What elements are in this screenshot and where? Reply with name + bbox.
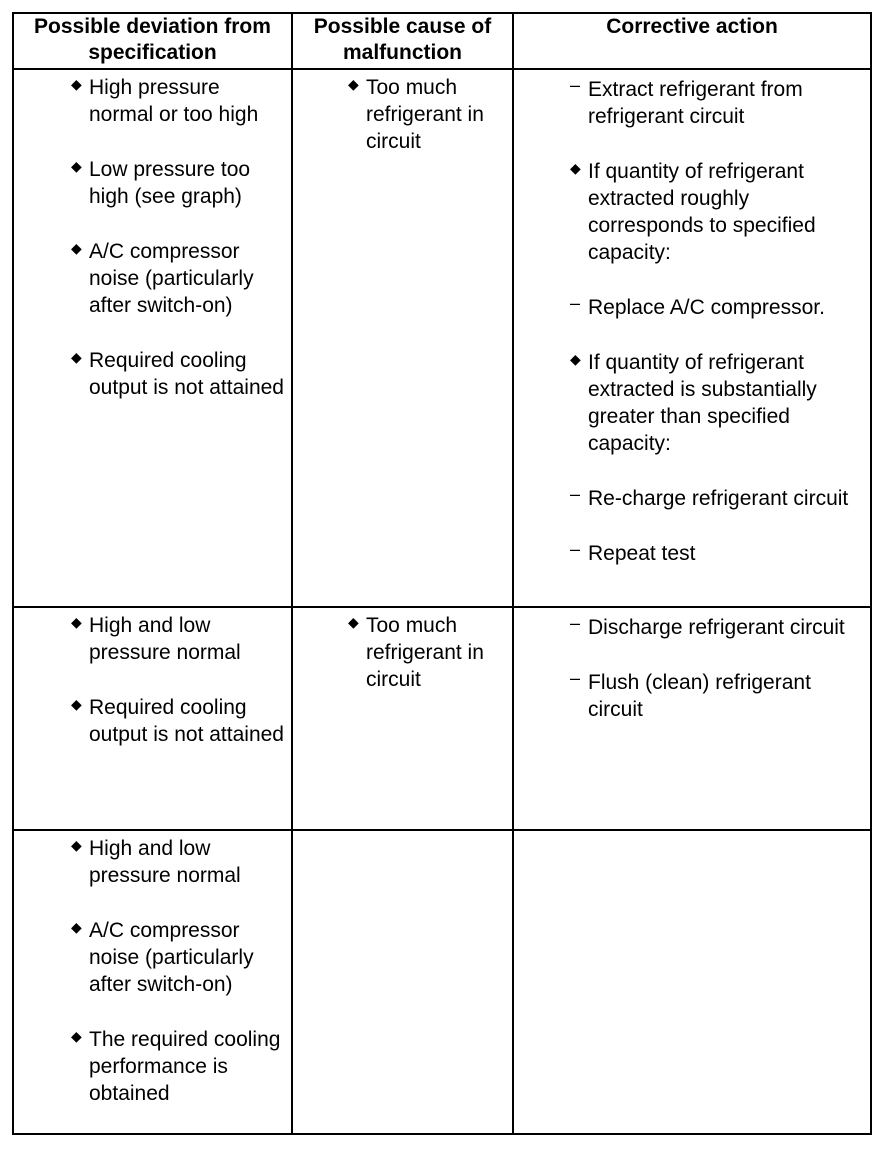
item-text: A/C compressor noise (particularly after switch-on) [89,919,254,996]
dash-marker-icon: – [570,75,581,95]
item-list [14,608,291,748]
diamond-bullet-icon: ◆ [71,158,82,174]
header-deviation: Possible deviation from specification [13,13,292,69]
diamond-bullet-icon: ◆ [71,76,82,92]
action-item [570,349,866,457]
table-body [13,69,871,1134]
item-text: Extract refrigerant from refrigerant circuit [588,78,803,128]
item-text: Required cooling output is not attained [89,349,284,399]
diamond-bullet-icon: ◆ [348,76,359,92]
diamond-bullet-icon: ◆ [71,614,82,630]
item-list [293,608,512,693]
action-item [570,613,866,641]
diamond-bullet-icon: ◆ [71,837,82,853]
item-list [514,608,870,723]
deviation-item [71,1026,285,1107]
action-item [570,158,866,266]
diagnosis-table [12,12,872,1135]
item-list [14,831,291,1107]
deviation-item [71,74,285,128]
dash-marker-icon: – [570,293,581,313]
deviation-cell [13,607,292,830]
item-text: Too much refrigerant in circuit [366,76,484,153]
item-text: The required cooling performance is obtained [89,1028,281,1105]
deviation-cell [13,69,292,607]
table-row [13,607,871,830]
diamond-bullet-icon: ◆ [71,696,82,712]
item-text: A/C compressor noise (particularly after switch-on) [89,240,254,317]
item-text: Re-charge refrigerant circuit [588,487,849,510]
item-list [293,831,512,835]
item-text: Replace A/C compressor. [588,296,825,319]
item-list [514,831,870,837]
item-text: Flush (clean) refrigerant circuit [588,671,811,721]
diamond-bullet-icon: ◆ [71,919,82,935]
action-cell [513,69,871,607]
table-row [13,830,871,1134]
item-text: High pressure normal or too high [89,76,259,126]
action-item [570,484,866,512]
item-text: Too much refrigerant in circuit [366,614,484,691]
deviation-item [71,347,285,401]
diamond-bullet-icon: ◆ [71,349,82,365]
action-cell [513,607,871,830]
item-text: If quantity of refrigerant extracted roughly corresponds to specified capacity: [588,160,816,264]
cause-item [348,74,506,155]
action-item [570,539,866,567]
item-list [14,70,291,401]
cause-cell [292,69,513,607]
item-text: High and low pressure normal [89,614,241,664]
diamond-bullet-icon: ◆ [71,240,82,256]
action-item [570,293,866,321]
deviation-cell [13,830,292,1134]
table-row [13,69,871,607]
deviation-item [71,612,285,666]
item-list [293,70,512,155]
deviation-item [71,238,285,319]
deviation-item [71,917,285,998]
action-item [570,75,866,130]
item-text: If quantity of refrigerant extracted is substantially greater than specified capacity: [588,351,817,455]
deviation-item [71,156,285,210]
header-corrective-action: Corrective action [513,13,871,69]
header-row [13,13,871,69]
action-cell [513,830,871,1134]
diamond-bullet-icon: ◆ [570,160,581,176]
item-list [514,70,870,567]
deviation-item [71,694,285,748]
item-text: High and low pressure normal [89,837,241,887]
dash-marker-icon: – [570,668,581,688]
diamond-bullet-icon: ◆ [71,1028,82,1044]
dash-marker-icon: – [570,613,581,633]
item-text: Low pressure too high (see graph) [89,158,251,208]
dash-marker-icon: – [570,484,581,504]
dash-marker-icon: – [570,539,581,559]
cause-item [348,612,506,693]
header-cause: Possible cause of malfunction [292,13,513,69]
item-text: Required cooling output is not attained [89,696,284,746]
item-text: Repeat test [588,542,696,565]
diamond-bullet-icon: ◆ [570,351,581,367]
deviation-item [71,835,285,889]
action-item [570,668,866,723]
item-text: Discharge refrigerant circuit [588,616,845,639]
cause-cell [292,830,513,1134]
cause-cell [292,607,513,830]
diamond-bullet-icon: ◆ [348,614,359,630]
